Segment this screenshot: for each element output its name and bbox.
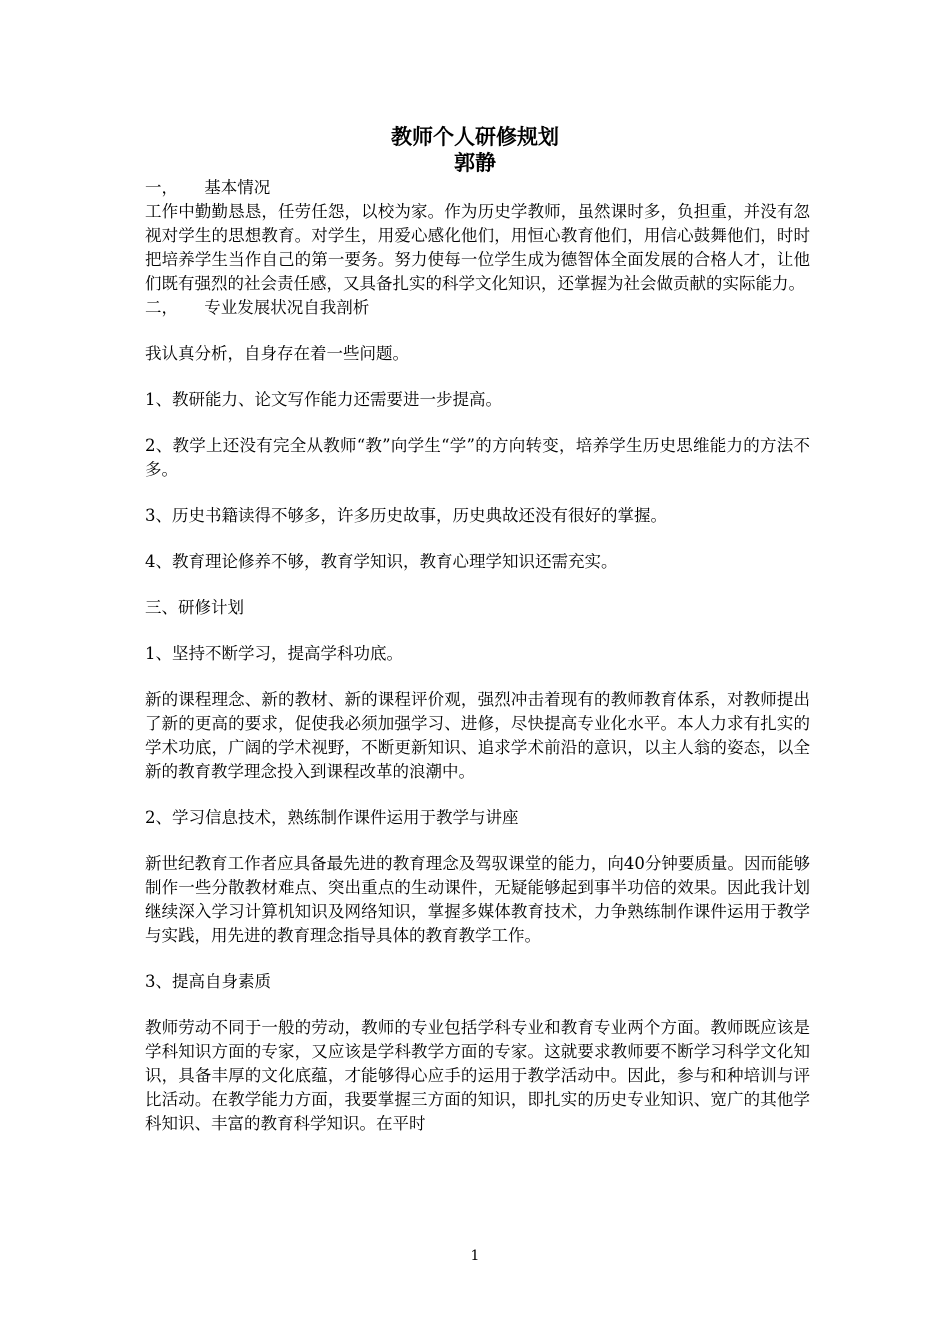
document-author: 郭静 — [454, 150, 496, 175]
paragraph: 我认真分析，自身存在着一些问题。 — [145, 344, 409, 363]
list-item: 4、教育理论修养不够，教育学知识，教育心理学知识还需充实。 — [145, 552, 618, 571]
paragraph: 新的课程理念、新的教材、新的课程评价观，强烈冲击着现有的教师教育体系，对教师提出了新的更高的要求，促使我必须加强学习、进修，尽快提高专业化水平。本人力求有扎实的学术功底，广阔的学术视野，不断更新知识、追求学术前沿的意识，以主人翁的姿态，以全新的教育教学理念投入到课程改革的浪潮中。 — [145, 690, 810, 781]
list-item: 3、历史书籍读得不够多，许多历史故事，历史典故还没有很好的掌握。 — [145, 506, 667, 525]
list-item: 2、教学上还没有完全从教师“教”向学生“学”的方向转变，培养学生历史思维能力的方法不多。 — [145, 436, 810, 479]
subsection-heading: 3、提高自身素质 — [145, 972, 271, 991]
section-heading: 二， 专业发展状况自我剖析 — [145, 298, 370, 317]
page-number: 1 — [470, 1248, 480, 1264]
section-heading: 三、研修计划 — [145, 598, 244, 617]
subsection-heading: 1、坚持不断学习，提高学科功底。 — [145, 644, 403, 663]
paragraph: 工作中勤勤恳恳，任劳任怨，以校为家。作为历史学教师，虽然课时多，负担重，并没有忽视对学生的思想教育。对学生，用爱心感化他们，用恒心教育他们，用信心鼓舞他们，时时把培养学生当作自己的第一要务。努力使每一位学生成为德智体全面发展的合格人才，让他们既有强烈的社会责任感，又具备扎实的科学文化知识，还掌握为社会做贡献的实际能力。 — [145, 202, 810, 293]
document-title: 教师个人研修规划 — [391, 124, 559, 149]
paragraph: 教师劳动不同于一般的劳动，教师的专业包括学科专业和教育专业两个方面。教师既应该是学科知识方面的专家，又应该是学科教学方面的专家。这就要求教师要不断学习科学文化知识，具备丰厚的文化底蕴，才能够得心应手的运用于教学活动中。因此，参与和种培训与评比活动。在教学能力方面，我要掌握三方面的知识，即扎实的历史专业知识、宽广的其他学科知识、丰富的教育科学知识。在平时 — [145, 1018, 810, 1133]
subsection-heading: 2、学习信息技术，熟练制作课件运用于教学与讲座 — [145, 808, 519, 827]
section-heading: 一， 基本情况 — [145, 178, 271, 197]
document-body — [145, 176, 810, 1136]
list-item: 1、教研能力、论文写作能力还需要进一步提高。 — [145, 390, 502, 409]
paragraph: 新世纪教育工作者应具备最先进的教育理念及驾驭课堂的能力，向40分钟要质量。因而能够制作一些分散教材难点、突出重点的生动课件，无疑能够起到事半功倍的效果。因此我计划继续深入学习计算机知识及网络知识，掌握多媒体教育技术，力争熟练制作课件运用于教学与实践，用先进的教育理念指导具体的教育教学工作。 — [145, 854, 810, 945]
